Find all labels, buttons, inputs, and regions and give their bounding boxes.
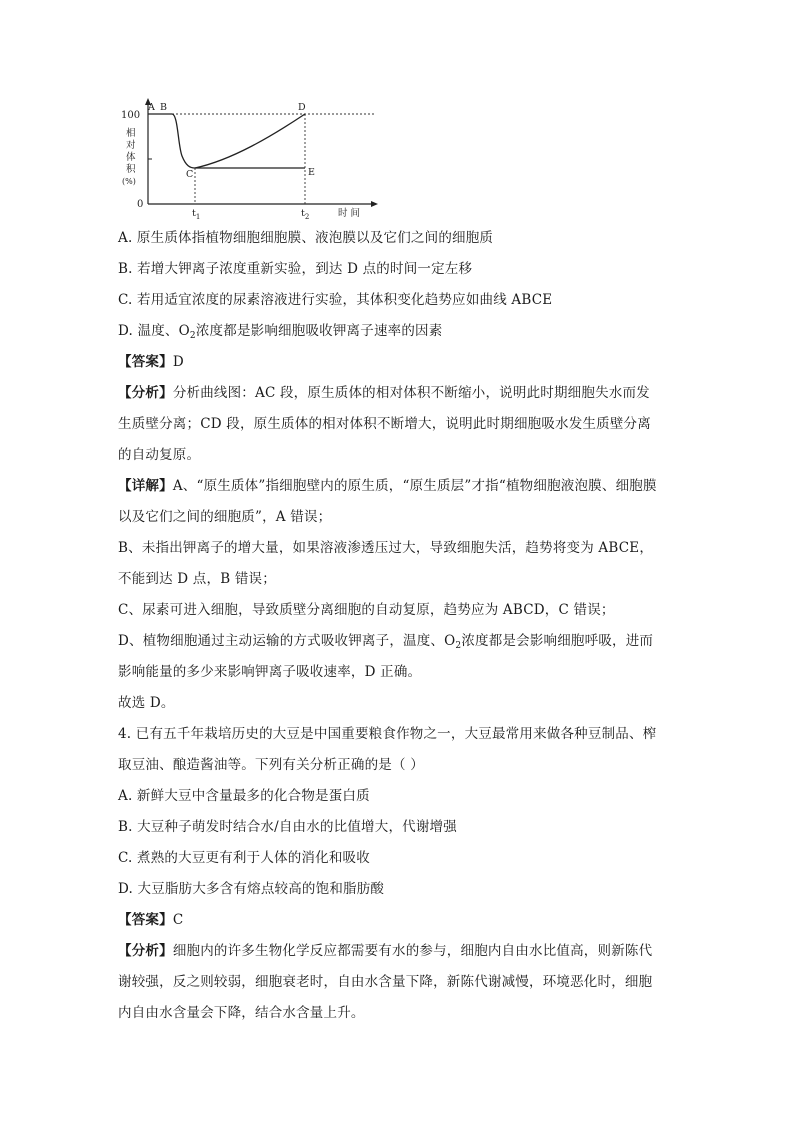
y-label-char-3: 体 [126, 152, 136, 163]
detail-tag: 【详解】 [118, 478, 173, 494]
q3-detail-line-7: 影响能量的多少来影响钾离子吸收速率，D 正确。 [118, 664, 422, 680]
q3-detail-line-2: 以及它们之间的细胞质”，A 错误； [118, 509, 332, 525]
curve-cd [195, 114, 305, 168]
q4-analysis-line-1: 【分析】细胞内的许多生物化学反应都需要有水的参与，细胞内自由水比值高，则新陈代 [118, 943, 653, 959]
volume-curve-figure [112, 96, 382, 222]
q3-detail-line-1: 【详解】A、“原生质体”指细胞壁内的原生质，“原生质层”才指“植物细胞液泡膜、细胞膜 [118, 478, 657, 494]
q3-analysis-line-2: 生质壁分离；CD 段，原生质体的相对体积不断增大，说明此时期细胞吸水发生质壁分离 [118, 416, 651, 432]
q3-analysis-line-1: 【分析】分析曲线图：AC 段，原生质体的相对体积不断缩小，说明此时期细胞失水而发 [118, 385, 650, 401]
point-b-label: B [160, 102, 167, 113]
analysis-tag: 【分析】 [118, 943, 173, 959]
analysis-tag: 【分析】 [118, 385, 173, 401]
q4-analysis-line-2: 谢较强，反之则较弱，细胞衰老时，自由水含量下降，新陈代谢减慢，环境恶化时，细胞 [118, 974, 653, 990]
curve-abc [148, 114, 195, 168]
q3-answer [118, 352, 698, 372]
q3-detail-line-4: 不能到达 D 点，B 错误； [118, 571, 276, 587]
y-label-char-1: 相 [126, 128, 136, 139]
x-axis-arrow [371, 201, 378, 207]
t1-label: $t_1$ [192, 208, 201, 221]
point-e-label: E [308, 167, 315, 178]
q4-option-a: A. 新鲜大豆中含量最多的化合物是蛋白质 [118, 788, 370, 804]
q3-option-d: D. 温度、$O_2$浓度都是影响细胞吸收钾离子速率的因素 [118, 323, 443, 341]
answer-tag: 【答案】 [118, 354, 173, 370]
y-tick-100: 100 [121, 110, 141, 121]
y-label-char-4: 积 [126, 164, 136, 175]
point-d-label: D [298, 102, 306, 113]
q3-option-a: A. 原生质体指植物细胞细胞膜、液泡膜以及它们之间的细胞质 [118, 230, 494, 246]
q3-option-c: C. 若用适宜浓度的尿素溶液进行实验，其体积变化趋势应如曲线 ABCE [118, 292, 553, 308]
answer-value: C [172, 912, 184, 928]
x-axis-label: 时 间 [338, 208, 361, 219]
answer-value: D [172, 354, 184, 370]
q4-stem-line-1: 4. 已有五千年栽培历史的大豆是中国重要粮食作物之一，大豆最常用来做各种豆制品、榨 [118, 726, 657, 742]
point-c-label: C [186, 169, 194, 180]
q4-option-d: D. 大豆脂肪大多含有熔点较高的饱和脂肪酸 [118, 881, 385, 897]
q3-detail-line-6: D、植物细胞通过主动运输的方式吸收钾离子，温度、$O_2$浓度都是会影响细胞呼吸，进而 [118, 633, 654, 651]
q3-analysis-line-3: 的自动复原。 [118, 447, 201, 463]
q4-option-c: C. 煮熟的大豆更有利于人体的消化和吸收 [118, 850, 370, 866]
q3-conclusion: 故选 D。 [118, 695, 175, 711]
y-label-char-2: 对 [126, 140, 136, 151]
q3-detail-line-3: B、未指出钾离子的增大量，如果溶液渗透压过大，导致细胞失活，趋势将变为 ABCE， [118, 540, 654, 556]
y-tick-0: 0 [137, 199, 144, 210]
t2-label: $t_2$ [301, 208, 310, 221]
q4-answer [118, 910, 698, 930]
answer-tag: 【答案】 [118, 912, 173, 928]
y-label-char-5: (%) [122, 177, 136, 186]
point-a-label: A [148, 102, 155, 113]
q4-analysis-line-3: 内自由水含量会下降，结合水含量上升。 [118, 1005, 365, 1021]
q4-option-b: B. 大豆种子萌发时结合水/自由水的比值增大，代谢增强 [118, 819, 457, 835]
q3-option-b: B. 若增大钾离子浓度重新实验，到达 D 点的时间一定左移 [118, 261, 473, 277]
q3-detail-line-5: C、尿素可进入细胞，导致质壁分离细胞的自动复原，趋势应为 ABCD，C 错误； [118, 602, 615, 618]
q4-stem-line-2: 取豆油、酿造酱油等。下列有关分析正确的是（ ） [118, 757, 424, 773]
